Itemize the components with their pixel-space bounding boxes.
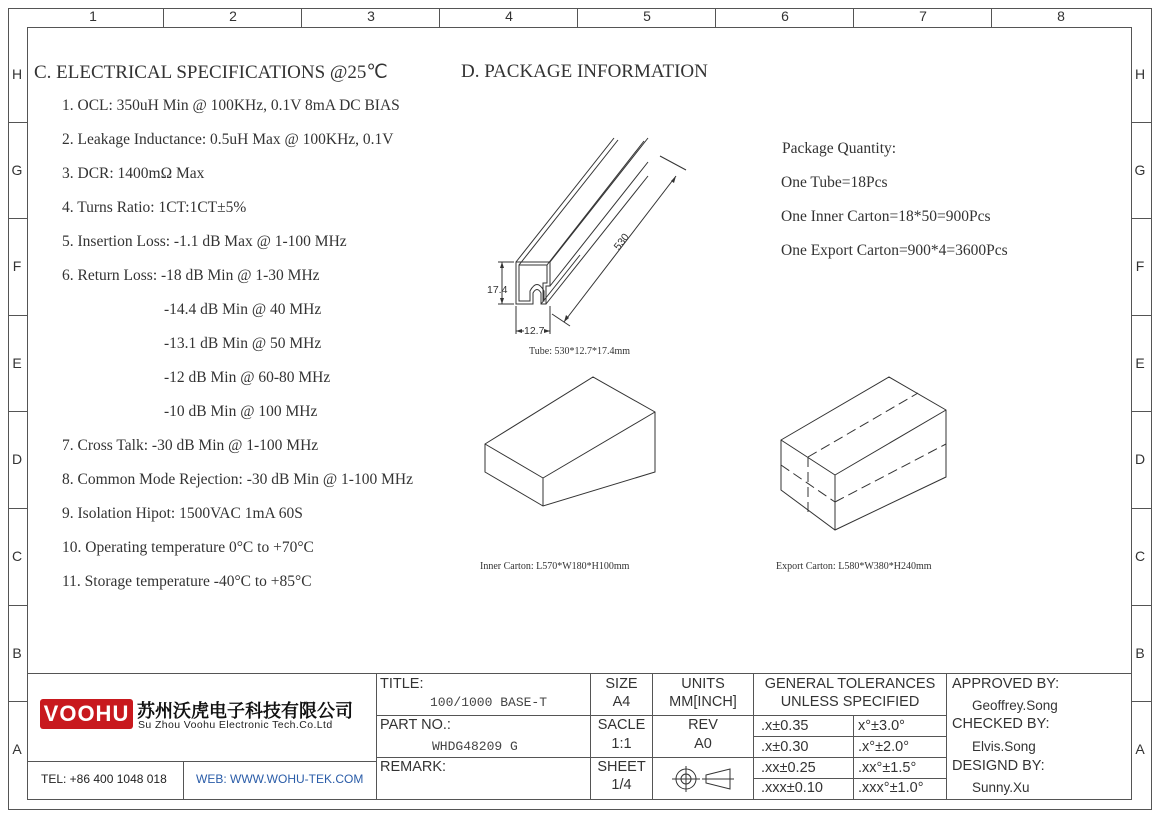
title-block-top-line bbox=[27, 673, 1132, 674]
spec-item: 2. Leakage Inductance: 0.5uH Max @ 100KHz, 0.1V bbox=[62, 131, 394, 148]
rev-value: A0 bbox=[694, 736, 712, 752]
zone-col-7: 7 bbox=[919, 8, 927, 24]
voohu-logo bbox=[40, 699, 133, 729]
zone-row-e-right: E bbox=[1135, 355, 1145, 371]
tolerance-linear: .x±0.30 bbox=[761, 739, 809, 755]
title-value: 100/1000 BASE-T bbox=[430, 695, 548, 710]
zone-row-b-left: B bbox=[12, 645, 22, 661]
company-tel: TEL: +86 400 1048 018 bbox=[41, 772, 167, 786]
tolerance-linear: .xx±0.25 bbox=[761, 760, 816, 776]
package-quantity-line: One Tube=18Pcs bbox=[781, 174, 888, 191]
zone-col-5: 5 bbox=[643, 8, 651, 24]
zone-tick bbox=[439, 8, 440, 27]
export-carton-drawing bbox=[776, 372, 956, 532]
zone-tick bbox=[163, 8, 164, 27]
zone-tick bbox=[1132, 411, 1152, 412]
spec-item: 6. Return Loss: -18 dB Min @ 1-30 MHz bbox=[62, 267, 320, 284]
export-carton-caption: Export Carton: L580*W380*H240mm bbox=[776, 561, 932, 572]
electrical-spec-heading: C. ELECTRICAL SPECIFICATIONS @25℃ bbox=[34, 62, 388, 83]
zone-tick bbox=[8, 701, 27, 702]
package-quantity-title: Package Quantity: bbox=[782, 140, 897, 157]
inner-carton-caption: Inner Carton: L570*W180*H100mm bbox=[480, 561, 630, 572]
tolerance-angular: .x°±2.0° bbox=[858, 739, 909, 755]
spec-item: -12 dB Min @ 60-80 MHz bbox=[164, 369, 331, 386]
zone-col-3: 3 bbox=[367, 8, 375, 24]
title-block-line bbox=[753, 757, 946, 758]
zone-col-4: 4 bbox=[505, 8, 513, 24]
zone-tick bbox=[1132, 605, 1152, 606]
zone-row-g-left: G bbox=[11, 162, 23, 178]
zone-row-a-left: A bbox=[12, 741, 22, 757]
size-label: SIZE bbox=[605, 676, 638, 692]
zone-row-e-left: E bbox=[12, 355, 22, 371]
tolerances-title-1: GENERAL TOLERANCES bbox=[764, 676, 936, 692]
tube-caption: Tube: 530*12.7*17.4mm bbox=[529, 346, 631, 357]
zone-row-f-right: F bbox=[1135, 258, 1145, 274]
spec-item: 8. Common Mode Rejection: -30 dB Min @ 1-100 MHz bbox=[62, 471, 413, 488]
zone-tick bbox=[715, 8, 716, 27]
zone-row-d-right: D bbox=[1134, 451, 1146, 467]
title-block-line bbox=[853, 715, 854, 800]
package-quantity-line: One Export Carton=900*4=3600Pcs bbox=[781, 242, 1008, 259]
zone-tick bbox=[1132, 315, 1152, 316]
title-block-line bbox=[753, 736, 946, 737]
units-label: UNITS bbox=[681, 676, 725, 692]
tube-width-label: 12.7 bbox=[524, 325, 545, 337]
title-block-line bbox=[946, 673, 947, 800]
projection-symbol-icon bbox=[670, 765, 740, 793]
size-value: A4 bbox=[612, 694, 631, 710]
zone-tick bbox=[301, 8, 302, 27]
zone-col-2: 2 bbox=[229, 8, 237, 24]
company-web: WEB: WWW.WOHU-TEK.COM bbox=[196, 772, 364, 786]
tube-length-label: 530 bbox=[611, 231, 632, 253]
zone-col-1: 1 bbox=[89, 8, 97, 24]
tolerance-angular: .xx°±1.5° bbox=[858, 760, 917, 776]
designed-by-label: DESIGND BY: bbox=[952, 758, 1045, 774]
checked-by-name: Elvis.Song bbox=[972, 739, 1036, 754]
tolerance-angular: x°±3.0° bbox=[858, 718, 905, 734]
zone-row-h-right: H bbox=[1134, 66, 1146, 82]
spec-item: 1. OCL: 350uH Min @ 100KHz, 0.1V 8mA DC BIAS bbox=[62, 97, 400, 114]
title-label: TITLE: bbox=[380, 676, 424, 692]
title-block-line bbox=[376, 715, 753, 716]
spec-item: -14.4 dB Min @ 40 MHz bbox=[164, 301, 322, 318]
zone-tick bbox=[1132, 701, 1152, 702]
spec-item: 4. Turns Ratio: 1CT:1CT±5% bbox=[62, 199, 247, 216]
approved-by-label: APPROVED BY: bbox=[952, 676, 1060, 692]
title-block-line bbox=[376, 757, 753, 758]
tolerance-angular: .xxx°±1.0° bbox=[858, 780, 924, 796]
zone-tick bbox=[8, 315, 27, 316]
spec-item: -13.1 dB Min @ 50 MHz bbox=[164, 335, 322, 352]
zone-tick bbox=[8, 411, 27, 412]
tube-drawing bbox=[480, 128, 700, 338]
tolerance-linear: .x±0.35 bbox=[761, 718, 809, 734]
scale-label: SACLE bbox=[597, 717, 646, 733]
title-block-line bbox=[753, 673, 754, 800]
title-block-line bbox=[753, 715, 946, 716]
zone-row-g-right: G bbox=[1134, 162, 1146, 178]
spec-item: 9. Isolation Hipot: 1500VAC 1mA 60S bbox=[62, 505, 303, 522]
inner-carton-drawing bbox=[480, 372, 660, 512]
zone-col-8: 8 bbox=[1057, 8, 1065, 24]
zone-col-6: 6 bbox=[781, 8, 789, 24]
designed-by-name: Sunny.Xu bbox=[972, 780, 1030, 795]
zone-tick bbox=[577, 8, 578, 27]
zone-row-c-right: C bbox=[1134, 548, 1146, 564]
remark-label: REMARK: bbox=[380, 759, 447, 775]
tube-height-label: 17.4 bbox=[487, 284, 508, 296]
approved-by-name: Geoffrey.Song bbox=[972, 698, 1058, 713]
sheet-label: SHEET bbox=[597, 759, 646, 775]
tolerances-title-2: UNLESS SPECIFIED bbox=[780, 694, 920, 710]
zone-tick bbox=[991, 8, 992, 27]
zone-tick bbox=[8, 122, 27, 123]
package-quantity-line: One Inner Carton=18*50=900Pcs bbox=[781, 208, 991, 225]
title-block-line bbox=[27, 761, 376, 762]
title-block-line bbox=[183, 761, 184, 800]
zone-tick bbox=[8, 605, 27, 606]
package-info-heading: D. PACKAGE INFORMATION bbox=[461, 61, 708, 82]
zone-row-c-left: C bbox=[11, 548, 23, 564]
spec-item: 3. DCR: 1400mΩ Max bbox=[62, 165, 205, 182]
part-no-label: PART NO.: bbox=[380, 717, 451, 733]
zone-row-f-left: F bbox=[12, 258, 22, 274]
spec-item: 5. Insertion Loss: -1.1 dB Max @ 1-100 MHz bbox=[62, 233, 347, 250]
spec-item: -10 dB Min @ 100 MHz bbox=[164, 403, 318, 420]
zone-tick bbox=[1132, 508, 1152, 509]
scale-value: 1:1 bbox=[611, 736, 632, 752]
zone-tick bbox=[8, 218, 27, 219]
part-no-value: WHDG48209 G bbox=[432, 739, 518, 754]
company-name-cn: 苏州沃虎电子科技有限公司 bbox=[137, 701, 353, 722]
spec-item: 7. Cross Talk: -30 dB Min @ 1-100 MHz bbox=[62, 437, 319, 454]
checked-by-label: CHECKED BY: bbox=[952, 716, 1050, 732]
spec-item: 11. Storage temperature -40°C to +85°C bbox=[62, 573, 312, 590]
zone-row-b-right: B bbox=[1135, 645, 1145, 661]
zone-row-d-left: D bbox=[11, 451, 23, 467]
title-block-line bbox=[376, 673, 377, 800]
zone-row-h-left: H bbox=[11, 66, 23, 82]
zone-tick bbox=[853, 8, 854, 27]
rev-label: REV bbox=[688, 717, 718, 733]
zone-tick bbox=[8, 508, 27, 509]
tolerance-linear: .xxx±0.10 bbox=[761, 780, 823, 796]
zone-tick bbox=[1132, 122, 1152, 123]
zone-tick bbox=[1132, 218, 1152, 219]
spec-item: 10. Operating temperature 0°C to +70°C bbox=[62, 539, 314, 556]
title-block-line bbox=[753, 778, 946, 779]
sheet-value: 1/4 bbox=[611, 777, 632, 793]
zone-row-a-right: A bbox=[1135, 741, 1145, 757]
company-name-en: Su Zhou Voohu Electronic Tech.Co.Ltd bbox=[138, 719, 333, 731]
voohu-logo-text: VOOHU bbox=[43, 701, 130, 726]
units-value: MM[INCH] bbox=[669, 694, 737, 710]
